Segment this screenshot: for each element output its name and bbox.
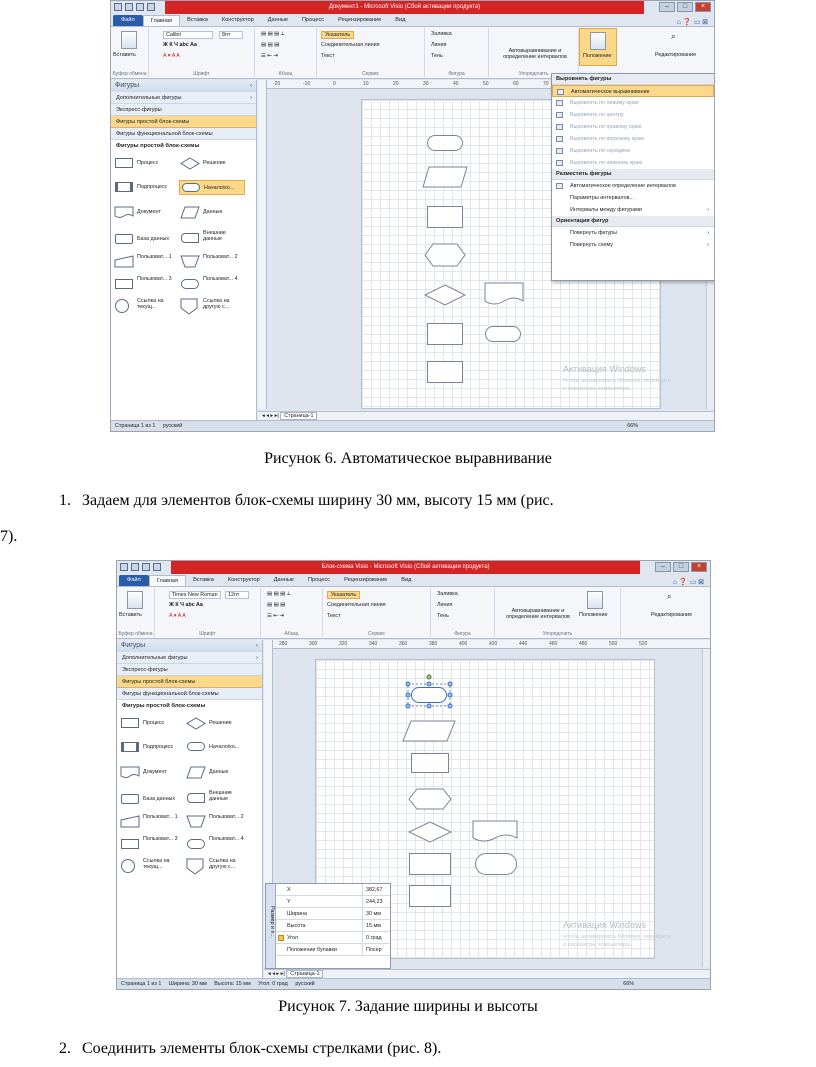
quick-access-toolbar[interactable]: [114, 3, 155, 11]
auto-space-icon: [556, 183, 563, 189]
page-tab[interactable]: Страница-1: [286, 970, 323, 978]
align-icons[interactable]: ▤ ▤ ▤ ⟂: [267, 591, 291, 597]
autoalign-button[interactable]: Автовыравнивание и определение интервалов: [506, 608, 570, 620]
tab-review[interactable]: Рецензирование: [344, 577, 388, 583]
process-shape-3[interactable]: [409, 885, 451, 907]
more-shapes-item[interactable]: Дополнительные фигуры ›: [111, 92, 256, 104]
bold-italic-underline[interactable]: Ж К Ч abc Aa: [169, 602, 203, 608]
page-nav-arrows[interactable]: ◂ ◂ ▸ ▸|: [268, 971, 285, 977]
font-name-select[interactable]: Times New Roman: [169, 591, 221, 599]
title-bar: [111, 1, 714, 14]
shape-off-page-ref[interactable]: Ссылка на другую с...: [187, 858, 249, 876]
shapes-pane-header: Фигуры ‹: [117, 640, 262, 652]
shape-external-data[interactable]: Внешние данные: [187, 790, 253, 808]
prop-row-height[interactable]: Высота 15 мм: [276, 920, 390, 932]
close-button[interactable]: ×: [695, 2, 711, 12]
step-1-continuation: 7).: [0, 528, 18, 545]
status-language[interactable]: русский: [162, 423, 183, 429]
menu-distribute[interactable]: Интервалы между фигурами ›: [552, 204, 714, 216]
ruler-tick-label: 380: [429, 641, 438, 647]
maximize-button[interactable]: □: [677, 2, 693, 12]
arrange-label: Упорядочить: [518, 71, 549, 77]
basic-flowchart-item[interactable]: Фигуры простой блок-схемы: [117, 676, 262, 688]
terminator-shape-2[interactable]: [475, 853, 517, 875]
chevron-right-icon: ›: [256, 655, 258, 661]
ruler-tick-label: 60: [513, 81, 519, 87]
decision-shape[interactable]: [425, 285, 465, 305]
undo-icon[interactable]: [142, 563, 150, 571]
figure-7-caption: Рисунок 7. Задание ширины и высоты: [278, 998, 538, 1015]
align-right-icon: [556, 124, 563, 130]
step-2-text: Соединить элементы блок-схемы стрелками (рис. 8).: [82, 1040, 442, 1057]
ruler-tick-label: 10: [363, 81, 369, 87]
quick-access-toolbar[interactable]: [120, 563, 161, 571]
shape-document[interactable]: Документ: [121, 767, 183, 779]
custom-3-icon: [121, 839, 139, 849]
collapse-icon[interactable]: ‹: [250, 83, 252, 89]
shape-style-group: [425, 28, 489, 77]
decision-icon: [187, 718, 205, 729]
activation-watermark-text: Чтобы активировать Windows, перейдите в параметры компьютера.: [563, 934, 671, 948]
shape-on-page-ref[interactable]: Ссылка на текущ...: [121, 858, 183, 876]
paragraph-label: Абзац: [278, 71, 293, 77]
fill-button[interactable]: Заливка: [431, 31, 452, 37]
justify-icons[interactable]: ▤ ▤ ▤: [261, 42, 280, 48]
page-tabs-bar: [258, 411, 714, 420]
status-bar: [117, 978, 710, 989]
chevron-right-icon: ›: [707, 207, 709, 213]
tab-view[interactable]: Вид: [395, 17, 406, 23]
document-icon: [121, 767, 139, 779]
shapes-pane: [111, 80, 257, 420]
save-icon[interactable]: [131, 563, 139, 571]
auto-align-icon: [557, 89, 564, 95]
shape-custom-2[interactable]: Пользоват... 2: [187, 814, 249, 832]
custom-1-icon: [115, 256, 133, 267]
selection-handles[interactable]: [406, 675, 452, 715]
font-color-icon[interactable]: A ▾ A A: [169, 613, 186, 619]
zoom-level[interactable]: 66%: [623, 981, 634, 987]
process-shape-3[interactable]: [427, 361, 463, 383]
position-button[interactable]: Положение: [579, 612, 608, 618]
window-title: Блок-схема Visio - Microsoft Visio (Сбой активации продукта): [171, 561, 640, 574]
decision-shape[interactable]: [409, 822, 451, 842]
shape-database[interactable]: База данных: [121, 794, 183, 806]
shape-custom-4[interactable]: Пользоват... 4: [187, 836, 249, 854]
angle-icon: [278, 935, 284, 941]
stencil-area: [117, 712, 262, 978]
step-1-number: 1.: [59, 492, 71, 509]
font-color-icon[interactable]: A ▾ A A: [163, 53, 180, 59]
status-language[interactable]: русский: [295, 981, 315, 987]
orient-shapes-header: Ориентация фигур: [552, 216, 714, 227]
tab-file[interactable]: Файл: [119, 575, 149, 586]
connector-tool[interactable]: Соединительная линия: [327, 602, 386, 608]
arrange-label: Упорядочить: [542, 631, 573, 637]
ribbon: [111, 27, 714, 79]
minimize-button[interactable]: –: [655, 562, 671, 572]
align-center-icon: [556, 112, 563, 118]
ribbon-tabs: [111, 14, 714, 27]
horizontal-ruler: [273, 640, 710, 649]
maximize-button[interactable]: □: [673, 562, 689, 572]
arrange-group: [489, 28, 579, 77]
font-size-select[interactable]: 12пт: [225, 591, 249, 599]
figure-7-screenshot: [116, 560, 711, 990]
tab-design[interactable]: Конструктор: [221, 17, 254, 23]
hexagon-shape[interactable]: [425, 244, 465, 266]
redo-icon[interactable]: [147, 3, 155, 11]
status-page: Страница 1 из 1: [115, 423, 156, 429]
clipboard-label: Буфер обмена: [112, 71, 147, 77]
ruler-tick-label: 50: [483, 81, 489, 87]
data-icon: [187, 767, 205, 778]
more-shapes-item[interactable]: Дополнительные фигуры ›: [117, 652, 262, 664]
align-shapes-header: Выровнять фигуры: [552, 74, 714, 85]
hexagon-shape[interactable]: [409, 789, 451, 809]
ruler-tick-label: 320: [339, 641, 348, 647]
collapse-icon[interactable]: ‹: [256, 643, 258, 649]
tab-home[interactable]: Главная: [149, 575, 186, 586]
custom-2-icon: [187, 816, 205, 827]
ruler-tick-label: 480: [579, 641, 588, 647]
subprocess-icon: [121, 742, 139, 752]
menu-auto-align[interactable]: Автоматическое выравнивание: [552, 85, 714, 97]
font-name-select[interactable]: Calibri: [163, 31, 213, 39]
size-position-title: Размер и п...: [269, 906, 275, 938]
edit-group: [647, 588, 707, 637]
menu-space-options[interactable]: Параметры интервалов...: [570, 195, 634, 201]
undo-icon[interactable]: [136, 3, 144, 11]
custom-4-icon: [181, 279, 199, 289]
tab-process[interactable]: Процесс: [307, 577, 331, 583]
tab-review[interactable]: Рецензирование: [338, 17, 382, 23]
ruler-tick-label: 70: [543, 81, 549, 87]
status-page: Страница 1 из 1: [121, 981, 162, 987]
close-button[interactable]: ×: [691, 562, 707, 572]
ruler-tick-label: 300: [309, 641, 318, 647]
document-shape[interactable]: [473, 821, 517, 843]
help-icon[interactable]: ⌂ ❓ ▭ ⊠: [672, 579, 704, 586]
align-middle-icon: [556, 148, 563, 154]
custom-2-icon: [181, 256, 199, 267]
list-icons[interactable]: ☰ ⇤ ⇥: [267, 613, 284, 619]
figure-6-screenshot: [110, 0, 715, 432]
status-angle: Угол: 0 град: [258, 981, 288, 987]
stencil-title: Фигуры простой блок-схемы: [117, 700, 262, 712]
title-bar: [117, 561, 710, 574]
space-shapes-header: Разместить фигуры: [552, 169, 714, 180]
menu-rotate-shapes[interactable]: Повернуть фигуры ›: [552, 227, 714, 239]
prop-row-x[interactable]: X 382,67: [276, 884, 390, 896]
align-icons[interactable]: ▤ ▤ ▤ ⟂: [261, 31, 285, 37]
paste-icon[interactable]: [127, 591, 143, 609]
align-left-icon: [556, 100, 563, 106]
off-page-ref-icon: [187, 859, 203, 874]
edit-button[interactable]: Редактирование: [655, 52, 697, 58]
database-icon: [115, 234, 133, 244]
data-shape[interactable]: [403, 721, 455, 741]
justify-icons[interactable]: ▤ ▤ ▤: [267, 602, 286, 608]
quick-shapes-item[interactable]: Экспресс-фигуры: [111, 104, 256, 116]
custom-4-icon: [187, 839, 205, 849]
ruler-tick-label: 340: [369, 641, 378, 647]
subprocess-icon: [115, 182, 133, 192]
process-shape-2[interactable]: [427, 323, 463, 345]
edit-group: [651, 28, 711, 77]
shape-style-group: [431, 588, 495, 637]
stencil-title: Фигуры простой блок-схемы: [111, 140, 256, 152]
tab-file[interactable]: Файл: [113, 15, 143, 26]
activation-watermark-title: Активация Windows: [563, 364, 646, 374]
shape-document[interactable]: Документ: [115, 207, 177, 219]
menu-align-bottom[interactable]: Выровнять по нижнему краю: [552, 157, 714, 169]
ruler-tick-label: 500: [609, 641, 618, 647]
prop-row-angle[interactable]: Угол 0 град: [276, 932, 390, 944]
position-icon[interactable]: [587, 591, 603, 609]
position-label: Положение: [583, 53, 612, 59]
tab-design[interactable]: Конструктор: [227, 577, 260, 583]
decision-icon: [181, 158, 199, 169]
shapes-pane: [117, 640, 263, 978]
shape-decision[interactable]: Решение: [187, 718, 249, 730]
position-dropdown-menu: [551, 73, 715, 281]
cross-functional-item[interactable]: Фигуры функциональной блок-схемы: [117, 688, 262, 700]
shape-data[interactable]: Данные: [181, 207, 243, 219]
shape-external-data[interactable]: Внешние данные: [181, 230, 247, 248]
shape-custom-4[interactable]: Пользоват... 4: [181, 276, 243, 294]
visio-icon: [120, 563, 128, 571]
font-size-select[interactable]: 8пт: [219, 31, 243, 39]
pointer-tool[interactable]: Указатель: [321, 31, 354, 39]
binoculars-icon[interactable]: ⌕: [667, 592, 672, 601]
shape-on-page-ref[interactable]: Ссылка на текущ...: [115, 298, 177, 316]
autoalign-button[interactable]: Автовыравнивание и определение интервалов: [503, 48, 567, 60]
database-icon: [121, 794, 139, 804]
clipboard-label: Буфер обмена: [118, 631, 153, 637]
figure-6-caption: Рисунок 6. Автоматическое выравнивание: [264, 450, 552, 467]
size-position-window: [265, 883, 391, 969]
align-top-icon: [556, 136, 563, 142]
shape-database[interactable]: База данных: [115, 234, 177, 246]
process-icon: [115, 158, 133, 168]
line-button[interactable]: Линия: [431, 42, 447, 48]
line-button[interactable]: Линия: [437, 602, 453, 608]
shape-data[interactable]: Данные: [187, 767, 249, 779]
quick-shapes-item[interactable]: Экспресс-фигуры: [117, 664, 262, 676]
document-icon: [115, 207, 133, 219]
text-tool[interactable]: Текст: [327, 613, 341, 619]
shape-decision[interactable]: Решение: [181, 158, 243, 170]
ruler-tick-label: 420: [489, 641, 498, 647]
visio-icon: [114, 3, 122, 11]
ribbon-tabs: [117, 574, 710, 587]
ruler-tick-label: 360: [399, 641, 408, 647]
process-shape-2[interactable]: [409, 853, 451, 875]
text-tool[interactable]: Текст: [321, 53, 335, 59]
tab-insert[interactable]: Вставка: [193, 577, 214, 583]
custom-1-icon: [121, 816, 139, 827]
redo-icon[interactable]: [153, 563, 161, 571]
document-shape[interactable]: [485, 283, 523, 307]
activation-watermark-title: Активация Windows: [563, 920, 646, 930]
shape-custom-3[interactable]: Пользоват... 3: [115, 276, 177, 294]
tools-label: Сервис: [367, 631, 386, 637]
ruler-tick-label: 40: [453, 81, 459, 87]
activation-watermark-text: Чтобы активировать Windows, перейдите в параметры компьютера.: [563, 378, 671, 392]
position-button[interactable]: [579, 28, 617, 66]
ribbon: [117, 587, 710, 639]
shape-custom-3[interactable]: Пользоват... 3: [121, 836, 183, 854]
data-shape[interactable]: [423, 167, 467, 187]
align-bottom-icon: [556, 160, 563, 166]
process-shape[interactable]: [411, 753, 449, 773]
edit-button[interactable]: Редактирование: [651, 612, 693, 618]
clipboard-group: [111, 28, 149, 77]
menu-align-center[interactable]: Выровнять по центру: [552, 109, 714, 121]
paragraph-group: [255, 28, 317, 77]
bold-italic-underline[interactable]: Ж К Ч abc Aa: [163, 42, 197, 48]
process-icon: [121, 718, 139, 728]
ruler-tick-label: 460: [549, 641, 558, 647]
vertical-ruler: [258, 80, 267, 409]
paste-icon[interactable]: [121, 31, 137, 49]
shape-subprocess[interactable]: Подпроцесс: [115, 182, 177, 194]
font-group-label: Шрифт: [193, 71, 210, 77]
shape-process[interactable]: Процесс: [115, 158, 177, 170]
ruler-tick-label: -10: [303, 81, 311, 87]
terminator-icon: [182, 183, 200, 192]
stencil-area: [111, 152, 256, 420]
font-group: [149, 28, 255, 77]
shape-start-end[interactable]: Начало/ко...: [179, 180, 245, 195]
menu-align-middle[interactable]: Выровнять по середине: [552, 145, 714, 157]
tab-process[interactable]: Процесс: [301, 17, 325, 23]
data-icon: [181, 207, 199, 218]
zoom-level[interactable]: 66%: [627, 423, 638, 429]
menu-auto-space[interactable]: Автоматическое определение интервалов: [552, 180, 714, 192]
clipboard-group: [117, 588, 155, 637]
vertical-scrollbar[interactable]: [702, 649, 710, 967]
font-group: [155, 588, 261, 637]
external-data-icon: [187, 793, 205, 803]
ruler-tick-label: 520: [639, 641, 648, 647]
shape-custom-1[interactable]: Пользоват... 1: [115, 254, 177, 272]
tools-group: [317, 28, 425, 77]
page-tab[interactable]: Страница-1: [280, 412, 317, 420]
ruler-tick-label: 400: [459, 641, 468, 647]
shape-custom-2[interactable]: Пользоват... 2: [181, 254, 243, 272]
prop-row-pin[interactable]: Положение булавки Посер: [276, 944, 390, 956]
tab-view[interactable]: Вид: [401, 577, 412, 583]
window-title: Документ1 - Microsoft Visio (Сбой активации продукта): [165, 1, 644, 14]
chevron-right-icon: ›: [250, 95, 252, 101]
paragraph-group: [261, 588, 323, 637]
tab-home[interactable]: Главная: [143, 15, 180, 26]
shapes-pane-header: Фигуры ‹: [111, 80, 256, 92]
menu-align-left[interactable]: Выровнять по левому краю: [552, 97, 714, 109]
paste-button[interactable]: Вставить: [119, 612, 142, 618]
tab-data[interactable]: Данные: [267, 17, 288, 23]
external-data-icon: [181, 233, 199, 243]
paragraph-label: Абзац: [284, 631, 299, 637]
pointer-tool[interactable]: Указатель: [327, 591, 360, 599]
cross-functional-item[interactable]: Фигуры функциональной блок-схемы: [111, 128, 256, 140]
ruler-tick-label: 30: [423, 81, 429, 87]
tab-insert[interactable]: Вставка: [187, 17, 208, 23]
step-2-number: 2.: [59, 1040, 71, 1057]
page-nav-arrows[interactable]: ◂ ◂ ▸ ▸|: [262, 413, 279, 419]
off-page-ref-icon: [181, 299, 197, 314]
help-icon[interactable]: ⌂ ❓ ▭ ⊠: [676, 19, 708, 26]
ruler-tick-label: 20: [393, 81, 399, 87]
ruler-tick-label: 440: [519, 641, 528, 647]
chevron-right-icon: ›: [707, 242, 709, 248]
menu-align-top[interactable]: Выровнять по верхнему краю: [552, 133, 714, 145]
fill-button[interactable]: Заливка: [437, 591, 458, 597]
terminator-shape-2[interactable]: [485, 326, 521, 342]
basic-flowchart-item[interactable]: Фигуры простой блок-схемы: [111, 116, 256, 128]
shape-subprocess[interactable]: Подпроцесс: [121, 742, 183, 754]
shape-process[interactable]: Процесс: [121, 718, 183, 730]
tools-group: [323, 588, 431, 637]
shadow-button[interactable]: Тень: [431, 53, 443, 59]
terminator-shape[interactable]: [427, 135, 463, 151]
list-icons[interactable]: ☰ ⇤ ⇥: [261, 53, 278, 59]
step-1-text: Задаем для элементов блок-схемы ширину 30 мм, высоту 15 мм (рис.: [82, 492, 554, 509]
shape-off-page-ref[interactable]: Ссылка на другую с...: [181, 298, 243, 316]
shadow-button[interactable]: Тень: [437, 613, 449, 619]
chevron-right-icon: ›: [707, 230, 709, 236]
connector-tool[interactable]: Соединительная линия: [321, 42, 380, 48]
status-bar: [111, 420, 714, 431]
tab-data[interactable]: Данные: [273, 577, 294, 583]
ruler-tick-label: 0: [333, 81, 336, 87]
ruler-tick-label: -20: [273, 81, 281, 87]
ruler-tick-label: 280: [279, 641, 288, 647]
font-group-label: Шрифт: [199, 631, 216, 637]
arrange-group: [495, 588, 621, 637]
shape-start-end[interactable]: Начало/ко...: [187, 742, 249, 754]
position-icon: [590, 32, 606, 50]
prop-row-y[interactable]: Y 244,23: [276, 896, 390, 908]
process-shape[interactable]: [427, 206, 463, 228]
prop-row-width[interactable]: Ширина 30 мм: [276, 908, 390, 920]
paste-button[interactable]: Вставить: [113, 52, 136, 58]
shape-label: Фигура: [448, 71, 465, 77]
size-position-title-bar[interactable]: [266, 884, 276, 968]
status-width: Ширина: 30 мм: [168, 981, 207, 987]
on-page-ref-icon: [121, 859, 135, 873]
terminator-icon: [187, 742, 205, 751]
menu-rotate-diagram[interactable]: Повернуть схему ›: [552, 239, 714, 251]
menu-align-right[interactable]: Выровнять по правому краю: [552, 121, 714, 133]
page-tabs-bar: [264, 969, 710, 978]
shape-custom-1[interactable]: Пользоват... 1: [121, 814, 183, 832]
custom-3-icon: [115, 279, 133, 289]
minimize-button[interactable]: –: [659, 2, 675, 12]
status-height: Высота: 15 мм: [214, 981, 251, 987]
save-icon[interactable]: [125, 3, 133, 11]
on-page-ref-icon: [115, 299, 129, 313]
shape-label: Фигура: [454, 631, 471, 637]
binoculars-icon[interactable]: ⌕: [671, 32, 676, 41]
tools-label: Сервис: [361, 71, 380, 77]
